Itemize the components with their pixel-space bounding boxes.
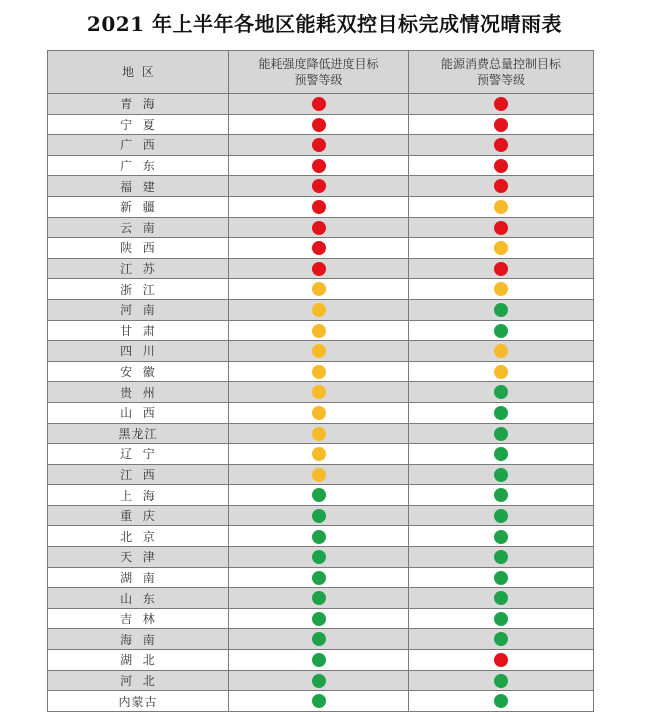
region-name: 上 海 xyxy=(120,488,156,503)
region-cell xyxy=(48,176,229,197)
green-warning-dot xyxy=(312,530,326,544)
green-warning-dot xyxy=(312,653,326,667)
intensity-cell xyxy=(229,547,409,568)
green-warning-dot xyxy=(494,571,508,585)
total-cell xyxy=(409,135,594,156)
total-cell xyxy=(409,299,594,320)
region-name: 四 川 xyxy=(120,344,156,359)
intensity-cell xyxy=(229,629,409,650)
green-warning-dot xyxy=(312,571,326,585)
table-row xyxy=(48,361,594,382)
region-name: 新 疆 xyxy=(120,200,156,215)
intensity-cell xyxy=(229,670,409,691)
intensity-cell xyxy=(229,176,409,197)
region-name: 福 建 xyxy=(120,179,156,194)
region-name: 山 东 xyxy=(120,591,156,606)
region-name: 吉 林 xyxy=(120,612,156,627)
red-warning-dot xyxy=(494,653,508,667)
intensity-cell xyxy=(229,567,409,588)
yellow-warning-dot xyxy=(494,241,508,255)
intensity-column-header xyxy=(229,51,409,94)
region-cell xyxy=(48,526,229,547)
region-cell xyxy=(48,567,229,588)
total-cell xyxy=(409,485,594,506)
intensity-cell xyxy=(229,485,409,506)
header-row xyxy=(48,51,594,94)
green-warning-dot xyxy=(494,530,508,544)
region-name: 河 北 xyxy=(120,673,156,688)
total-cell xyxy=(409,444,594,465)
intensity-cell xyxy=(229,258,409,279)
green-warning-dot xyxy=(494,406,508,420)
table-row xyxy=(48,691,594,712)
table-row xyxy=(48,670,594,691)
region-cell xyxy=(48,299,229,320)
intensity-cell xyxy=(229,505,409,526)
region-cell xyxy=(48,670,229,691)
total-cell xyxy=(409,547,594,568)
region-cell xyxy=(48,320,229,341)
intensity-cell xyxy=(229,444,409,465)
intensity-header-line1: 能耗强度降低进度目标 xyxy=(258,57,379,71)
yellow-warning-dot xyxy=(312,385,326,399)
region-cell xyxy=(48,196,229,217)
green-warning-dot xyxy=(494,427,508,441)
red-warning-dot xyxy=(494,138,508,152)
total-cell xyxy=(409,402,594,423)
intensity-cell xyxy=(229,155,409,176)
total-header-line1: 能源消费总量控制目标 xyxy=(440,57,561,71)
yellow-warning-dot xyxy=(312,427,326,441)
total-cell xyxy=(409,94,594,115)
green-warning-dot xyxy=(494,385,508,399)
region-name: 浙 江 xyxy=(120,282,156,297)
green-warning-dot xyxy=(494,694,508,708)
red-warning-dot xyxy=(312,118,326,132)
region-name: 黑龙江 xyxy=(118,426,158,441)
region-cell xyxy=(48,114,229,135)
total-cell xyxy=(409,258,594,279)
total-cell xyxy=(409,505,594,526)
barometer-table xyxy=(47,50,594,712)
intensity-cell xyxy=(229,423,409,444)
total-cell xyxy=(409,320,594,341)
region-cell xyxy=(48,402,229,423)
total-cell xyxy=(409,567,594,588)
intensity-cell xyxy=(229,526,409,547)
red-warning-dot xyxy=(494,179,508,193)
region-name: 北 京 xyxy=(120,529,156,544)
total-cell xyxy=(409,238,594,259)
intensity-cell xyxy=(229,320,409,341)
table-row xyxy=(48,464,594,485)
yellow-warning-dot xyxy=(312,303,326,317)
intensity-cell xyxy=(229,402,409,423)
yellow-warning-dot xyxy=(312,447,326,461)
red-warning-dot xyxy=(312,179,326,193)
total-cell xyxy=(409,279,594,300)
red-warning-dot xyxy=(494,97,508,111)
total-cell xyxy=(409,114,594,135)
intensity-cell xyxy=(229,691,409,712)
region-column-header xyxy=(48,51,229,94)
total-cell xyxy=(409,464,594,485)
green-warning-dot xyxy=(494,509,508,523)
table-row xyxy=(48,650,594,671)
red-warning-dot xyxy=(494,159,508,173)
table-row xyxy=(48,299,594,320)
region-header-label: 地 区 xyxy=(122,65,154,79)
region-cell xyxy=(48,217,229,238)
region-cell xyxy=(48,691,229,712)
table-row xyxy=(48,320,594,341)
region-cell xyxy=(48,608,229,629)
green-warning-dot xyxy=(494,488,508,502)
green-warning-dot xyxy=(494,674,508,688)
region-name: 广 西 xyxy=(120,138,156,153)
red-warning-dot xyxy=(312,200,326,214)
region-name: 青 海 xyxy=(120,97,156,112)
total-cell xyxy=(409,382,594,403)
total-cell xyxy=(409,629,594,650)
region-name: 江 西 xyxy=(120,467,156,482)
region-cell xyxy=(48,629,229,650)
region-name: 云 南 xyxy=(120,220,156,235)
intensity-cell xyxy=(229,650,409,671)
red-warning-dot xyxy=(312,221,326,235)
region-cell xyxy=(48,361,229,382)
green-warning-dot xyxy=(312,488,326,502)
red-warning-dot xyxy=(312,97,326,111)
intensity-header-line2: 预警等级 xyxy=(294,73,343,87)
total-cell xyxy=(409,650,594,671)
table-row xyxy=(48,217,594,238)
intensity-cell xyxy=(229,114,409,135)
intensity-cell xyxy=(229,341,409,362)
table-row xyxy=(48,567,594,588)
yellow-warning-dot xyxy=(494,282,508,296)
table-row xyxy=(48,135,594,156)
green-warning-dot xyxy=(312,694,326,708)
intensity-cell xyxy=(229,608,409,629)
region-name: 安 徽 xyxy=(120,365,156,380)
table-row xyxy=(48,258,594,279)
table-row xyxy=(48,196,594,217)
table-row xyxy=(48,526,594,547)
region-name: 内蒙古 xyxy=(118,694,158,709)
total-cell xyxy=(409,691,594,712)
region-name: 湖 北 xyxy=(120,653,156,668)
region-cell xyxy=(48,650,229,671)
intensity-cell xyxy=(229,217,409,238)
green-warning-dot xyxy=(494,324,508,338)
table-row xyxy=(48,238,594,259)
yellow-warning-dot xyxy=(312,282,326,296)
region-cell xyxy=(48,382,229,403)
intensity-cell xyxy=(229,299,409,320)
table-row xyxy=(48,382,594,403)
region-cell xyxy=(48,444,229,465)
total-cell xyxy=(409,423,594,444)
table-row xyxy=(48,485,594,506)
intensity-cell xyxy=(229,135,409,156)
region-cell xyxy=(48,464,229,485)
region-name: 天 津 xyxy=(120,550,156,565)
region-cell xyxy=(48,238,229,259)
green-warning-dot xyxy=(494,550,508,564)
intensity-cell xyxy=(229,588,409,609)
total-cell xyxy=(409,588,594,609)
total-cell xyxy=(409,341,594,362)
total-cell xyxy=(409,217,594,238)
intensity-cell xyxy=(229,464,409,485)
yellow-warning-dot xyxy=(494,344,508,358)
yellow-warning-dot xyxy=(312,365,326,379)
region-cell xyxy=(48,258,229,279)
region-cell xyxy=(48,94,229,115)
yellow-warning-dot xyxy=(312,344,326,358)
intensity-cell xyxy=(229,238,409,259)
region-cell xyxy=(48,279,229,300)
table-row xyxy=(48,94,594,115)
intensity-cell xyxy=(229,361,409,382)
region-cell xyxy=(48,135,229,156)
red-warning-dot xyxy=(312,241,326,255)
region-cell xyxy=(48,547,229,568)
table-row xyxy=(48,341,594,362)
region-name: 广 东 xyxy=(120,159,156,174)
table-row xyxy=(48,176,594,197)
region-cell xyxy=(48,341,229,362)
green-warning-dot xyxy=(312,612,326,626)
yellow-warning-dot xyxy=(312,468,326,482)
page-title: 2021 年上半年各地区能耗双控目标完成情况晴雨表 xyxy=(86,12,563,36)
region-name: 山 西 xyxy=(120,406,156,421)
red-warning-dot xyxy=(312,138,326,152)
total-cell xyxy=(409,196,594,217)
region-cell xyxy=(48,423,229,444)
table-row xyxy=(48,588,594,609)
region-name: 重 庆 xyxy=(120,509,156,524)
green-warning-dot xyxy=(312,509,326,523)
region-name: 河 南 xyxy=(120,303,156,318)
region-cell xyxy=(48,505,229,526)
total-cell xyxy=(409,608,594,629)
region-name: 宁 夏 xyxy=(120,117,156,132)
intensity-cell xyxy=(229,94,409,115)
red-warning-dot xyxy=(494,221,508,235)
green-warning-dot xyxy=(494,632,508,646)
yellow-warning-dot xyxy=(494,200,508,214)
green-warning-dot xyxy=(494,303,508,317)
total-cell xyxy=(409,176,594,197)
total-header-line2: 预警等级 xyxy=(476,73,525,87)
region-name: 湖 南 xyxy=(120,570,156,585)
table-row xyxy=(48,608,594,629)
table-row xyxy=(48,279,594,300)
green-warning-dot xyxy=(312,632,326,646)
region-name: 辽 宁 xyxy=(120,447,156,462)
green-warning-dot xyxy=(494,591,508,605)
table-row xyxy=(48,114,594,135)
region-name: 江 苏 xyxy=(120,262,156,277)
table-row xyxy=(48,629,594,650)
table-row xyxy=(48,505,594,526)
intensity-cell xyxy=(229,196,409,217)
region-cell xyxy=(48,155,229,176)
red-warning-dot xyxy=(312,262,326,276)
table-body xyxy=(48,94,594,712)
yellow-warning-dot xyxy=(312,406,326,420)
green-warning-dot xyxy=(494,447,508,461)
yellow-warning-dot xyxy=(494,365,508,379)
region-name: 陕 西 xyxy=(120,241,156,256)
intensity-cell xyxy=(229,382,409,403)
intensity-cell xyxy=(229,279,409,300)
total-cell xyxy=(409,155,594,176)
region-name: 海 南 xyxy=(120,632,156,647)
total-column-header xyxy=(409,51,594,94)
table-row xyxy=(48,402,594,423)
green-warning-dot xyxy=(312,550,326,564)
total-cell xyxy=(409,526,594,547)
region-name: 甘 肃 xyxy=(120,323,156,338)
total-cell xyxy=(409,361,594,382)
region-name: 贵 州 xyxy=(120,385,156,400)
region-cell xyxy=(48,588,229,609)
red-warning-dot xyxy=(494,262,508,276)
red-warning-dot xyxy=(494,118,508,132)
total-cell xyxy=(409,670,594,691)
green-warning-dot xyxy=(312,591,326,605)
table-row xyxy=(48,155,594,176)
table-row xyxy=(48,444,594,465)
green-warning-dot xyxy=(494,612,508,626)
table-row xyxy=(48,547,594,568)
green-warning-dot xyxy=(312,674,326,688)
yellow-warning-dot xyxy=(312,324,326,338)
green-warning-dot xyxy=(494,468,508,482)
region-cell xyxy=(48,485,229,506)
red-warning-dot xyxy=(312,159,326,173)
table-row xyxy=(48,423,594,444)
